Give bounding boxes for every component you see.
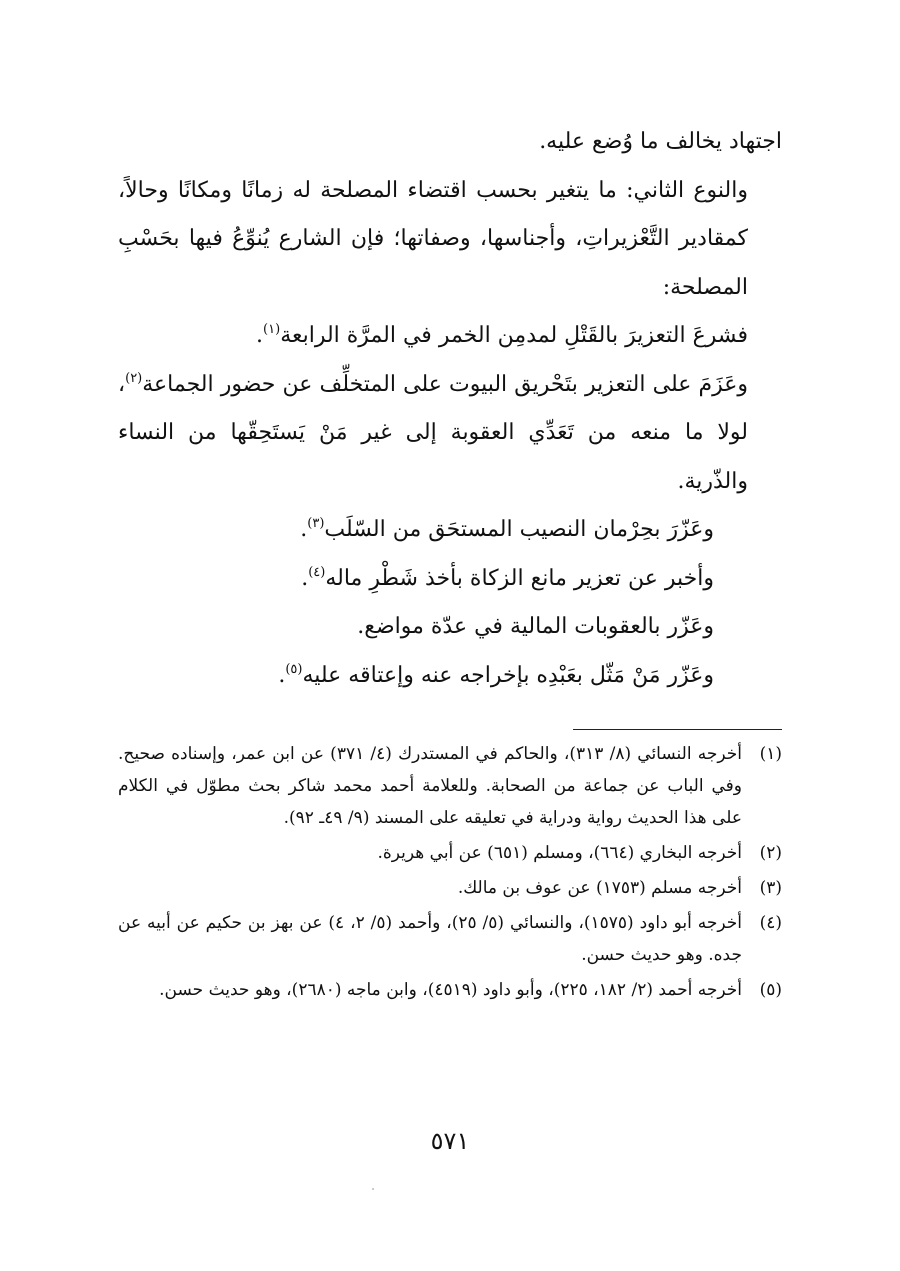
footnote-ref: (٣)	[307, 516, 325, 531]
paragraph-text: وعَزّر مَنْ مَثّل بعَبْدِه بإخراجه عنه وإعتاقه عليه	[302, 662, 714, 688]
period: .	[301, 565, 309, 591]
footnote-2	[118, 837, 782, 869]
footnote-ref: (٢)	[125, 370, 143, 386]
paragraph-text: اجتهاد يخالف ما وُضع عليه.	[539, 129, 782, 154]
paragraph-text: وعَزَمَ على التعزير بتَحْريق البيوت على المتخلِّف عن حضور الجماعة	[142, 371, 748, 397]
footnote-number: (٣)	[759, 878, 782, 898]
period: .	[256, 323, 264, 348]
paragraph-text: فشرعَ التعزيرَ بالقَتْلِ لمدمِن الخمر في المرَّة الرابعة	[280, 323, 748, 348]
period: .	[278, 662, 286, 688]
paragraph-text: ، لولا ما منعه من تَعَدِّي العقوبة إلى غير مَنْ يَستَحِقّها من النساء والذّرية.	[118, 371, 748, 494]
scan-speck	[372, 1188, 374, 1190]
footnote-text: أخرجه أحمد (٢/ ١٨٢، ٢٢٥)، وأبو داود (٤٥١٩)، وابن ماجه (٢٦٨٠)، وهو حديث حسن.	[159, 980, 742, 1000]
footnotes	[118, 738, 782, 1009]
footnote-text: أخرجه مسلم (١٧٥٣) عن عوف بن مالك.	[457, 878, 742, 898]
footnote-text: أخرجه البخاري (٦٦٤)، ومسلم (٦٥١) عن أبي هريرة.	[377, 843, 742, 863]
footnote-1	[118, 738, 782, 834]
paragraph-5	[118, 506, 782, 555]
period: .	[300, 517, 308, 542]
paragraph-3	[118, 312, 782, 361]
footnote-number: (١)	[759, 744, 782, 764]
main-text	[118, 118, 782, 700]
footnote-ref: (١)	[263, 322, 281, 337]
paragraph-8	[118, 652, 782, 701]
paragraph-text: وأخبر عن تعزير مانع الزكاة بأخذ شَطْرِ ماله	[325, 565, 714, 591]
paragraph-2	[118, 167, 782, 313]
paragraph-1	[118, 118, 782, 167]
paragraph-text: وعَزّرَ بحِرْمان النصيب المستحَق من السّلَب	[324, 517, 714, 542]
footnote-separator	[573, 729, 782, 730]
footnote-4	[118, 907, 782, 971]
footnote-number: (٢)	[759, 843, 782, 863]
paragraph-4	[118, 361, 782, 507]
footnote-number: (٥)	[759, 980, 782, 1000]
paragraph-text: وعَزّر بالعقوبات المالية في عدّة مواضع.	[357, 614, 714, 639]
footnote-text: أخرجه أبو داود (١٥٧٥)، والنسائي (٥/ ٢٥)، وأحمد (٥/ ٢، ٤) عن بهز بن حكيم عن أبيه عن جده. وهو حديث حسن.	[118, 913, 742, 965]
footnote-5	[118, 974, 782, 1006]
paragraph-7	[118, 603, 782, 652]
footnote-ref: (٤)	[308, 564, 326, 580]
paragraph-text: والنوع الثاني: ما يتغير بحسب اقتضاء المصلحة له زمانًا ومكانًا وحالاً، كمقادير التَّعْزيراتِ، وأجناسها، وصفاتها؛ فإن الشارع يُنوِّعُ فيها بحَسْبِ المصلحة:	[118, 177, 748, 300]
footnote-text: أخرجه النسائي (٨/ ٣١٣)، والحاكم في المستدرك (٤/ ٣٧١) عن ابن عمر، وإسناده صحيح. وفي الباب عن جماعة من الصحابة. وللعلامة أحمد محمد شاكر بحث مطوّل في الكلام على هذا الحديث رواية ودراية في تعليقه على المسند (٩/ ٤٩ـ ٩٢).	[118, 744, 742, 828]
footnote-number: (٤)	[759, 913, 782, 933]
page-number: ٥٧١	[430, 1127, 470, 1155]
footnote-ref: (٥)	[285, 661, 303, 677]
paragraph-6	[118, 555, 782, 604]
footnote-3	[118, 872, 782, 904]
